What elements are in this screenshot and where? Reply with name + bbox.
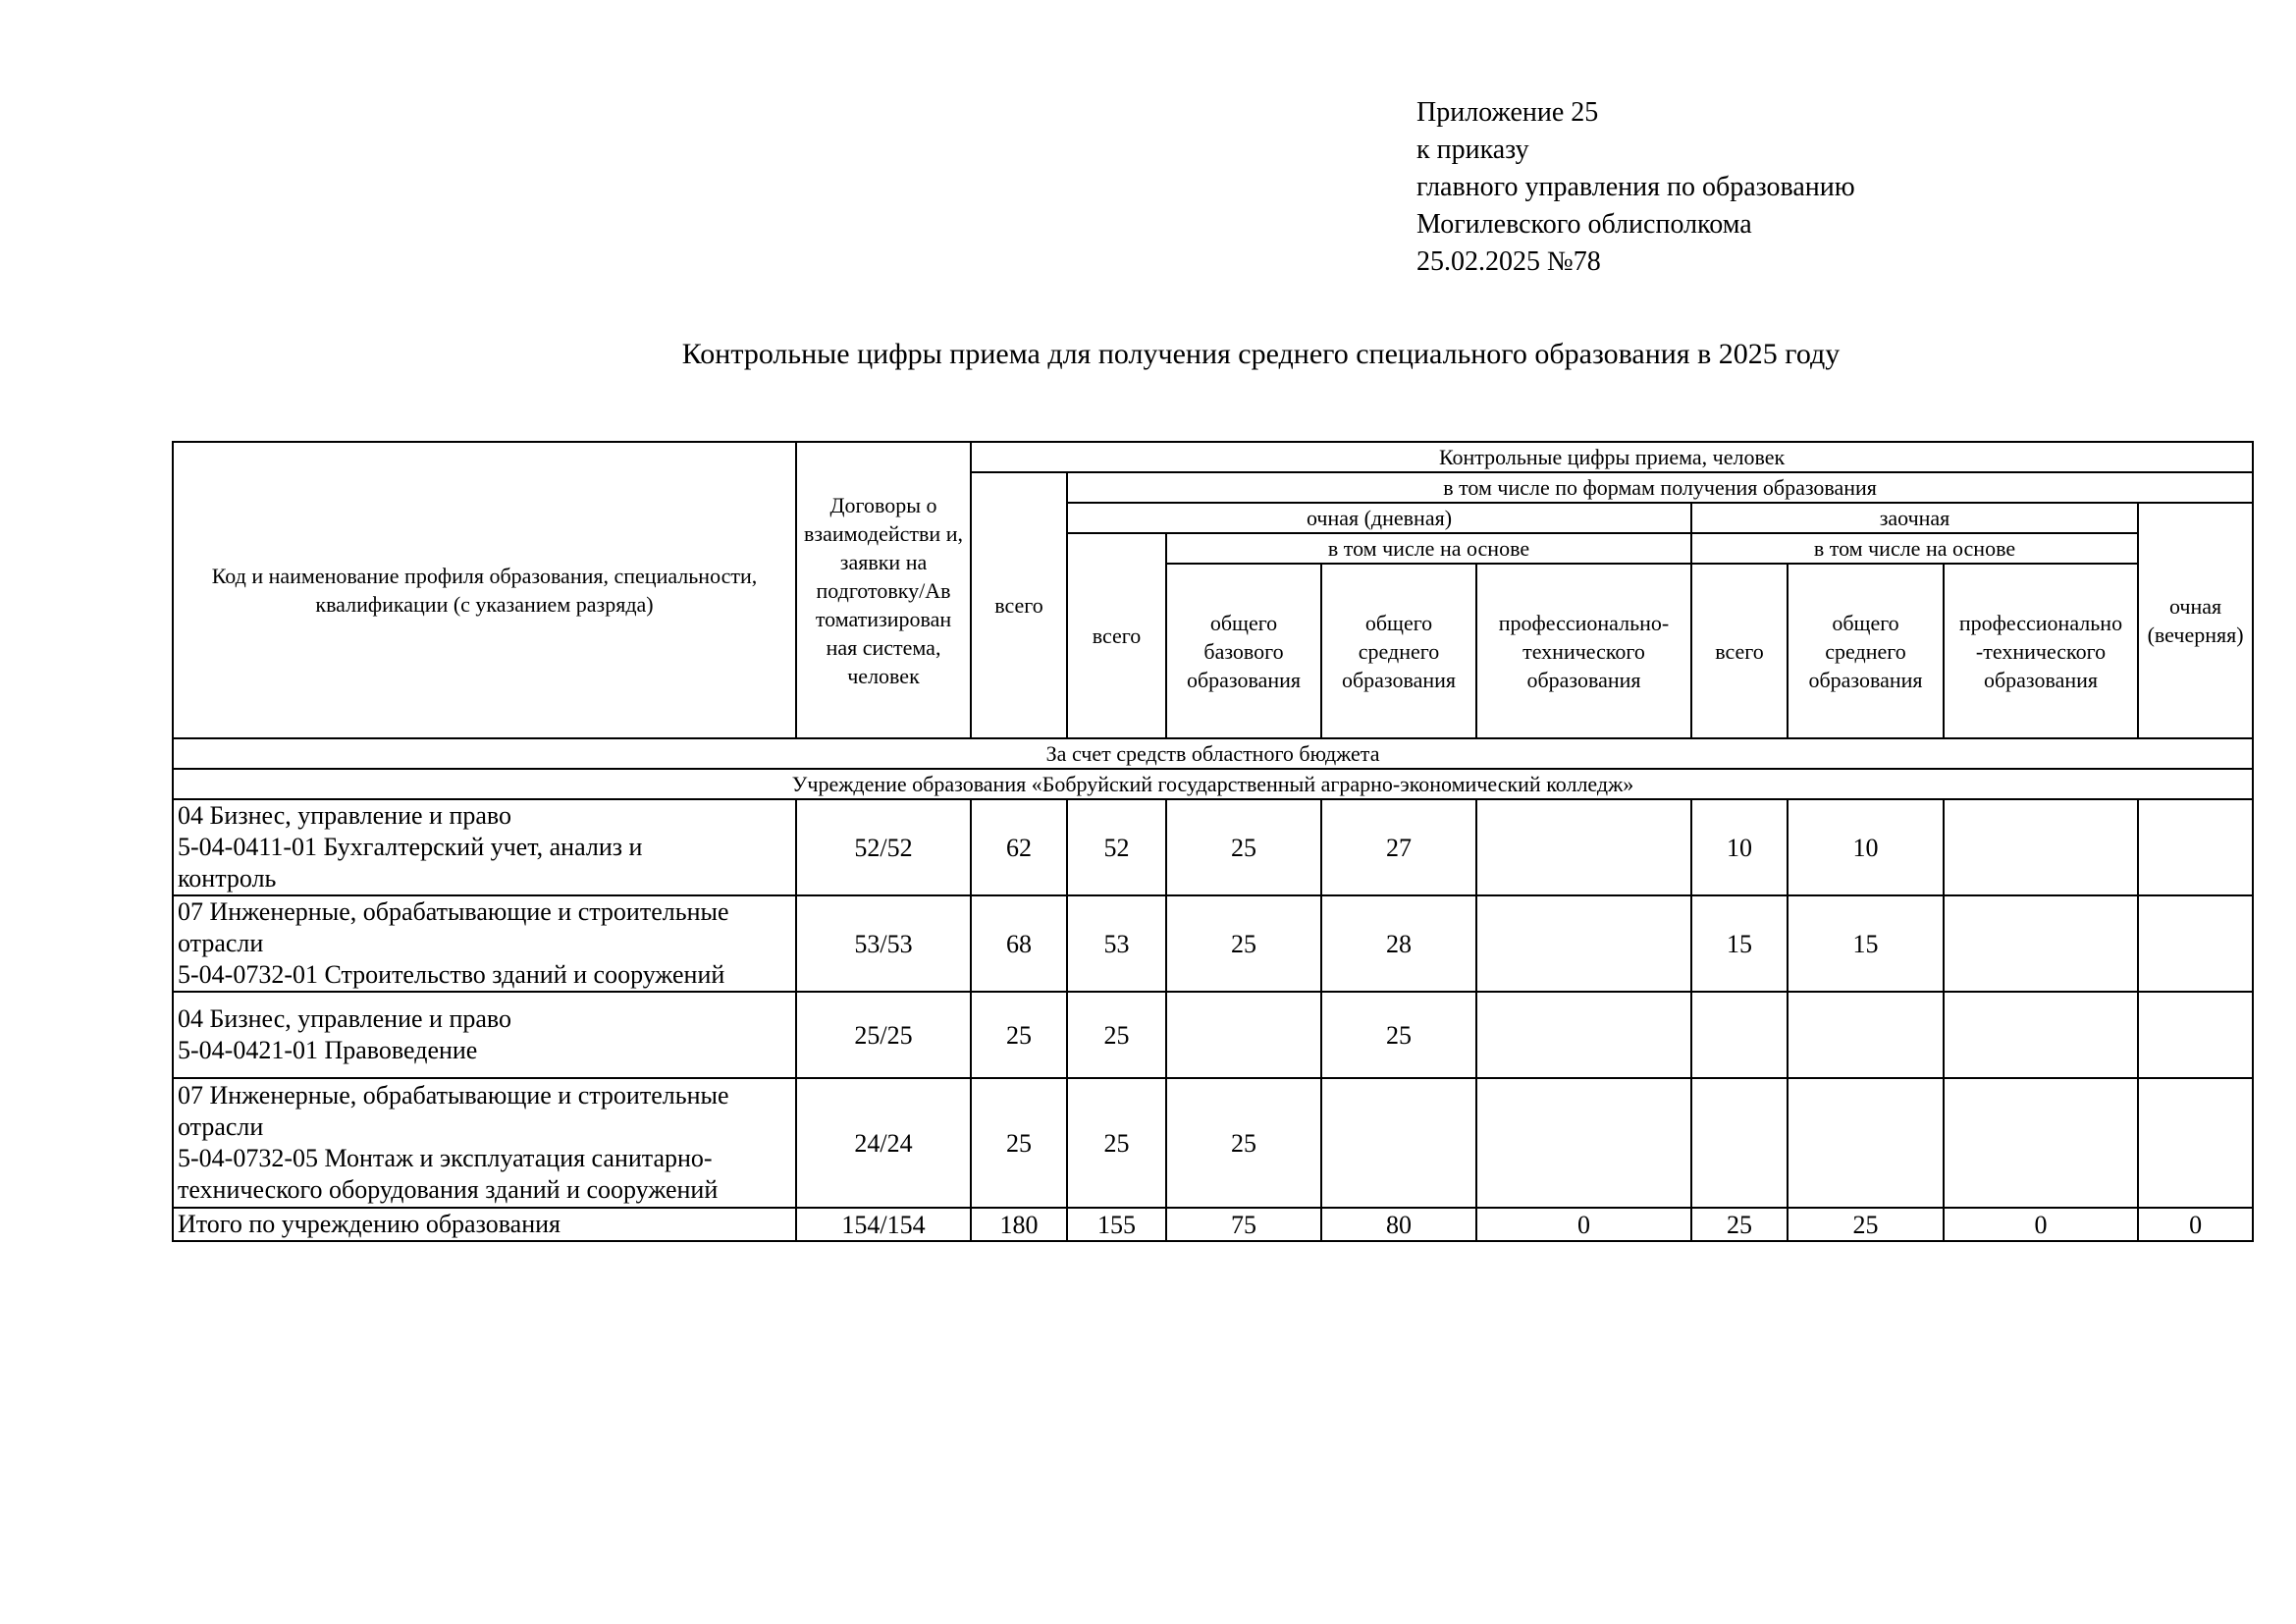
header-parttime: заочная xyxy=(1691,503,2138,533)
row-profile-line: 04 Бизнес, управление и право xyxy=(178,1004,511,1033)
cell-ft-total: 53 xyxy=(1067,895,1166,992)
appendix-line: к приказу xyxy=(1416,135,1529,165)
header-pt-vocational: профессионально -технического образования xyxy=(1944,564,2138,738)
total-ft-secondary: 80 xyxy=(1321,1208,1476,1241)
row-profile xyxy=(173,799,796,895)
cell-pt-vocational xyxy=(1944,992,2138,1078)
document-title xyxy=(0,338,2296,371)
header-ft-on-basis: в том числе на основе xyxy=(1166,533,1691,564)
cell-ft-secondary: 25 xyxy=(1321,992,1476,1078)
cell-pt-total xyxy=(1691,992,1788,1078)
header-contracts: Договоры о взаимодействи и, заявки на подготовку/Ав томатизирован ная система, человек xyxy=(796,442,971,738)
cell-pt-secondary: 15 xyxy=(1788,895,1944,992)
cell-contracts: 52/52 xyxy=(796,799,971,895)
appendix-block xyxy=(1416,94,1855,281)
header-pt-on-basis: в том числе на основе xyxy=(1691,533,2138,564)
cell-total: 25 xyxy=(971,1078,1067,1208)
total-row xyxy=(173,1208,2253,1241)
section-budget: За счет средств областного бюджета xyxy=(173,738,2253,769)
table-row xyxy=(173,895,2253,992)
appendix-line: 25.02.2025 №78 xyxy=(1416,246,1601,277)
cell-total: 68 xyxy=(971,895,1067,992)
cell-ft-secondary: 27 xyxy=(1321,799,1476,895)
table-row xyxy=(173,1078,2253,1208)
total-pt-vocational: 0 xyxy=(1944,1208,2138,1241)
total-ft-vocational: 0 xyxy=(1476,1208,1691,1241)
row-profile xyxy=(173,992,796,1078)
cell-evening xyxy=(2138,992,2253,1078)
cell-ft-vocational xyxy=(1476,895,1691,992)
row-profile-line: 5-04-0732-05 Монтаж и эксплуатация санитарно- xyxy=(178,1144,713,1172)
total-contracts: 154/154 xyxy=(796,1208,971,1241)
admission-table xyxy=(172,441,2254,1242)
cell-pt-vocational xyxy=(1944,895,2138,992)
cell-ft-total: 25 xyxy=(1067,992,1166,1078)
row-profile-line: технического оборудования зданий и сооружений xyxy=(178,1175,719,1204)
appendix-line: Приложение 25 xyxy=(1416,97,1599,128)
total-evening: 0 xyxy=(2138,1208,2253,1241)
appendix-line: Могилевского облисполкома xyxy=(1416,209,1752,240)
header-by-forms: в том числе по формам получения образования xyxy=(1067,472,2253,503)
cell-ft-vocational xyxy=(1476,992,1691,1078)
cell-ft-basic xyxy=(1166,992,1321,1078)
row-profile xyxy=(173,1078,796,1208)
cell-pt-secondary xyxy=(1788,1078,1944,1208)
total-total: 180 xyxy=(971,1208,1067,1241)
appendix-line: главного управления по образованию xyxy=(1416,172,1855,202)
row-profile xyxy=(173,895,796,992)
row-profile-line: 5-04-0421-01 Правоведение xyxy=(178,1036,478,1064)
cell-contracts: 24/24 xyxy=(796,1078,971,1208)
cell-contracts: 25/25 xyxy=(796,992,971,1078)
row-profile-line: 5-04-0732-01 Строительство зданий и сооружений xyxy=(178,960,725,989)
cell-evening xyxy=(2138,799,2253,895)
document-title-text: Контрольные цифры приема для получения среднего специального образования в 2025 году xyxy=(681,338,1841,370)
cell-pt-secondary xyxy=(1788,992,1944,1078)
cell-ft-secondary: 28 xyxy=(1321,895,1476,992)
cell-evening xyxy=(2138,1078,2253,1208)
row-profile-line: отрасли xyxy=(178,929,264,957)
header-total: всего xyxy=(971,472,1067,738)
table-row xyxy=(173,799,2253,895)
cell-ft-vocational xyxy=(1476,1078,1691,1208)
header-fulltime: очная (дневная) xyxy=(1067,503,1691,533)
cell-ft-total: 52 xyxy=(1067,799,1166,895)
total-ft-basic: 75 xyxy=(1166,1208,1321,1241)
header-ft-vocational: профессионально-технического образования xyxy=(1476,564,1691,738)
section-institution: Учреждение образования «Бобруйский государственный аграрно-экономический колледж» xyxy=(173,769,2253,799)
header-evening: очная (вечерняя) xyxy=(2138,503,2253,738)
cell-ft-basic: 25 xyxy=(1166,895,1321,992)
cell-ft-vocational xyxy=(1476,799,1691,895)
row-profile-line: 04 Бизнес, управление и право xyxy=(178,801,511,830)
cell-pt-total xyxy=(1691,1078,1788,1208)
cell-pt-vocational xyxy=(1944,1078,2138,1208)
total-label: Итого по учреждению образования xyxy=(173,1208,796,1241)
cell-pt-total: 10 xyxy=(1691,799,1788,895)
cell-total: 62 xyxy=(971,799,1067,895)
header-pt-total: всего xyxy=(1691,564,1788,738)
cell-ft-basic: 25 xyxy=(1166,799,1321,895)
header-ft-total: всего xyxy=(1067,533,1166,738)
total-pt-total: 25 xyxy=(1691,1208,1788,1241)
table-row xyxy=(173,992,2253,1078)
cell-contracts: 53/53 xyxy=(796,895,971,992)
row-profile-line: контроль xyxy=(178,864,277,893)
header-pt-secondary: общего среднего образования xyxy=(1788,564,1944,738)
cell-ft-basic: 25 xyxy=(1166,1078,1321,1208)
header-control-figures: Контрольные цифры приема, человек xyxy=(971,442,2253,472)
row-profile-line: 07 Инженерные, обрабатывающие и строительные xyxy=(178,1081,729,1110)
row-profile-line: отрасли xyxy=(178,1112,264,1141)
total-pt-secondary: 25 xyxy=(1788,1208,1944,1241)
cell-total: 25 xyxy=(971,992,1067,1078)
header-profile: Код и наименование профиля образования, специальности, квалификации (с указанием разряда) xyxy=(173,442,796,738)
header-ft-basic: общего базового образования xyxy=(1166,564,1321,738)
header-ft-secondary: общего среднего образования xyxy=(1321,564,1476,738)
cell-evening xyxy=(2138,895,2253,992)
cell-pt-secondary: 10 xyxy=(1788,799,1944,895)
cell-pt-total: 15 xyxy=(1691,895,1788,992)
cell-ft-total: 25 xyxy=(1067,1078,1166,1208)
cell-ft-secondary xyxy=(1321,1078,1476,1208)
cell-pt-vocational xyxy=(1944,799,2138,895)
row-profile-line: 07 Инженерные, обрабатывающие и строительные xyxy=(178,897,729,926)
total-ft-total: 155 xyxy=(1067,1208,1166,1241)
row-profile-line: 5-04-0411-01 Бухгалтерский учет, анализ и xyxy=(178,833,643,861)
